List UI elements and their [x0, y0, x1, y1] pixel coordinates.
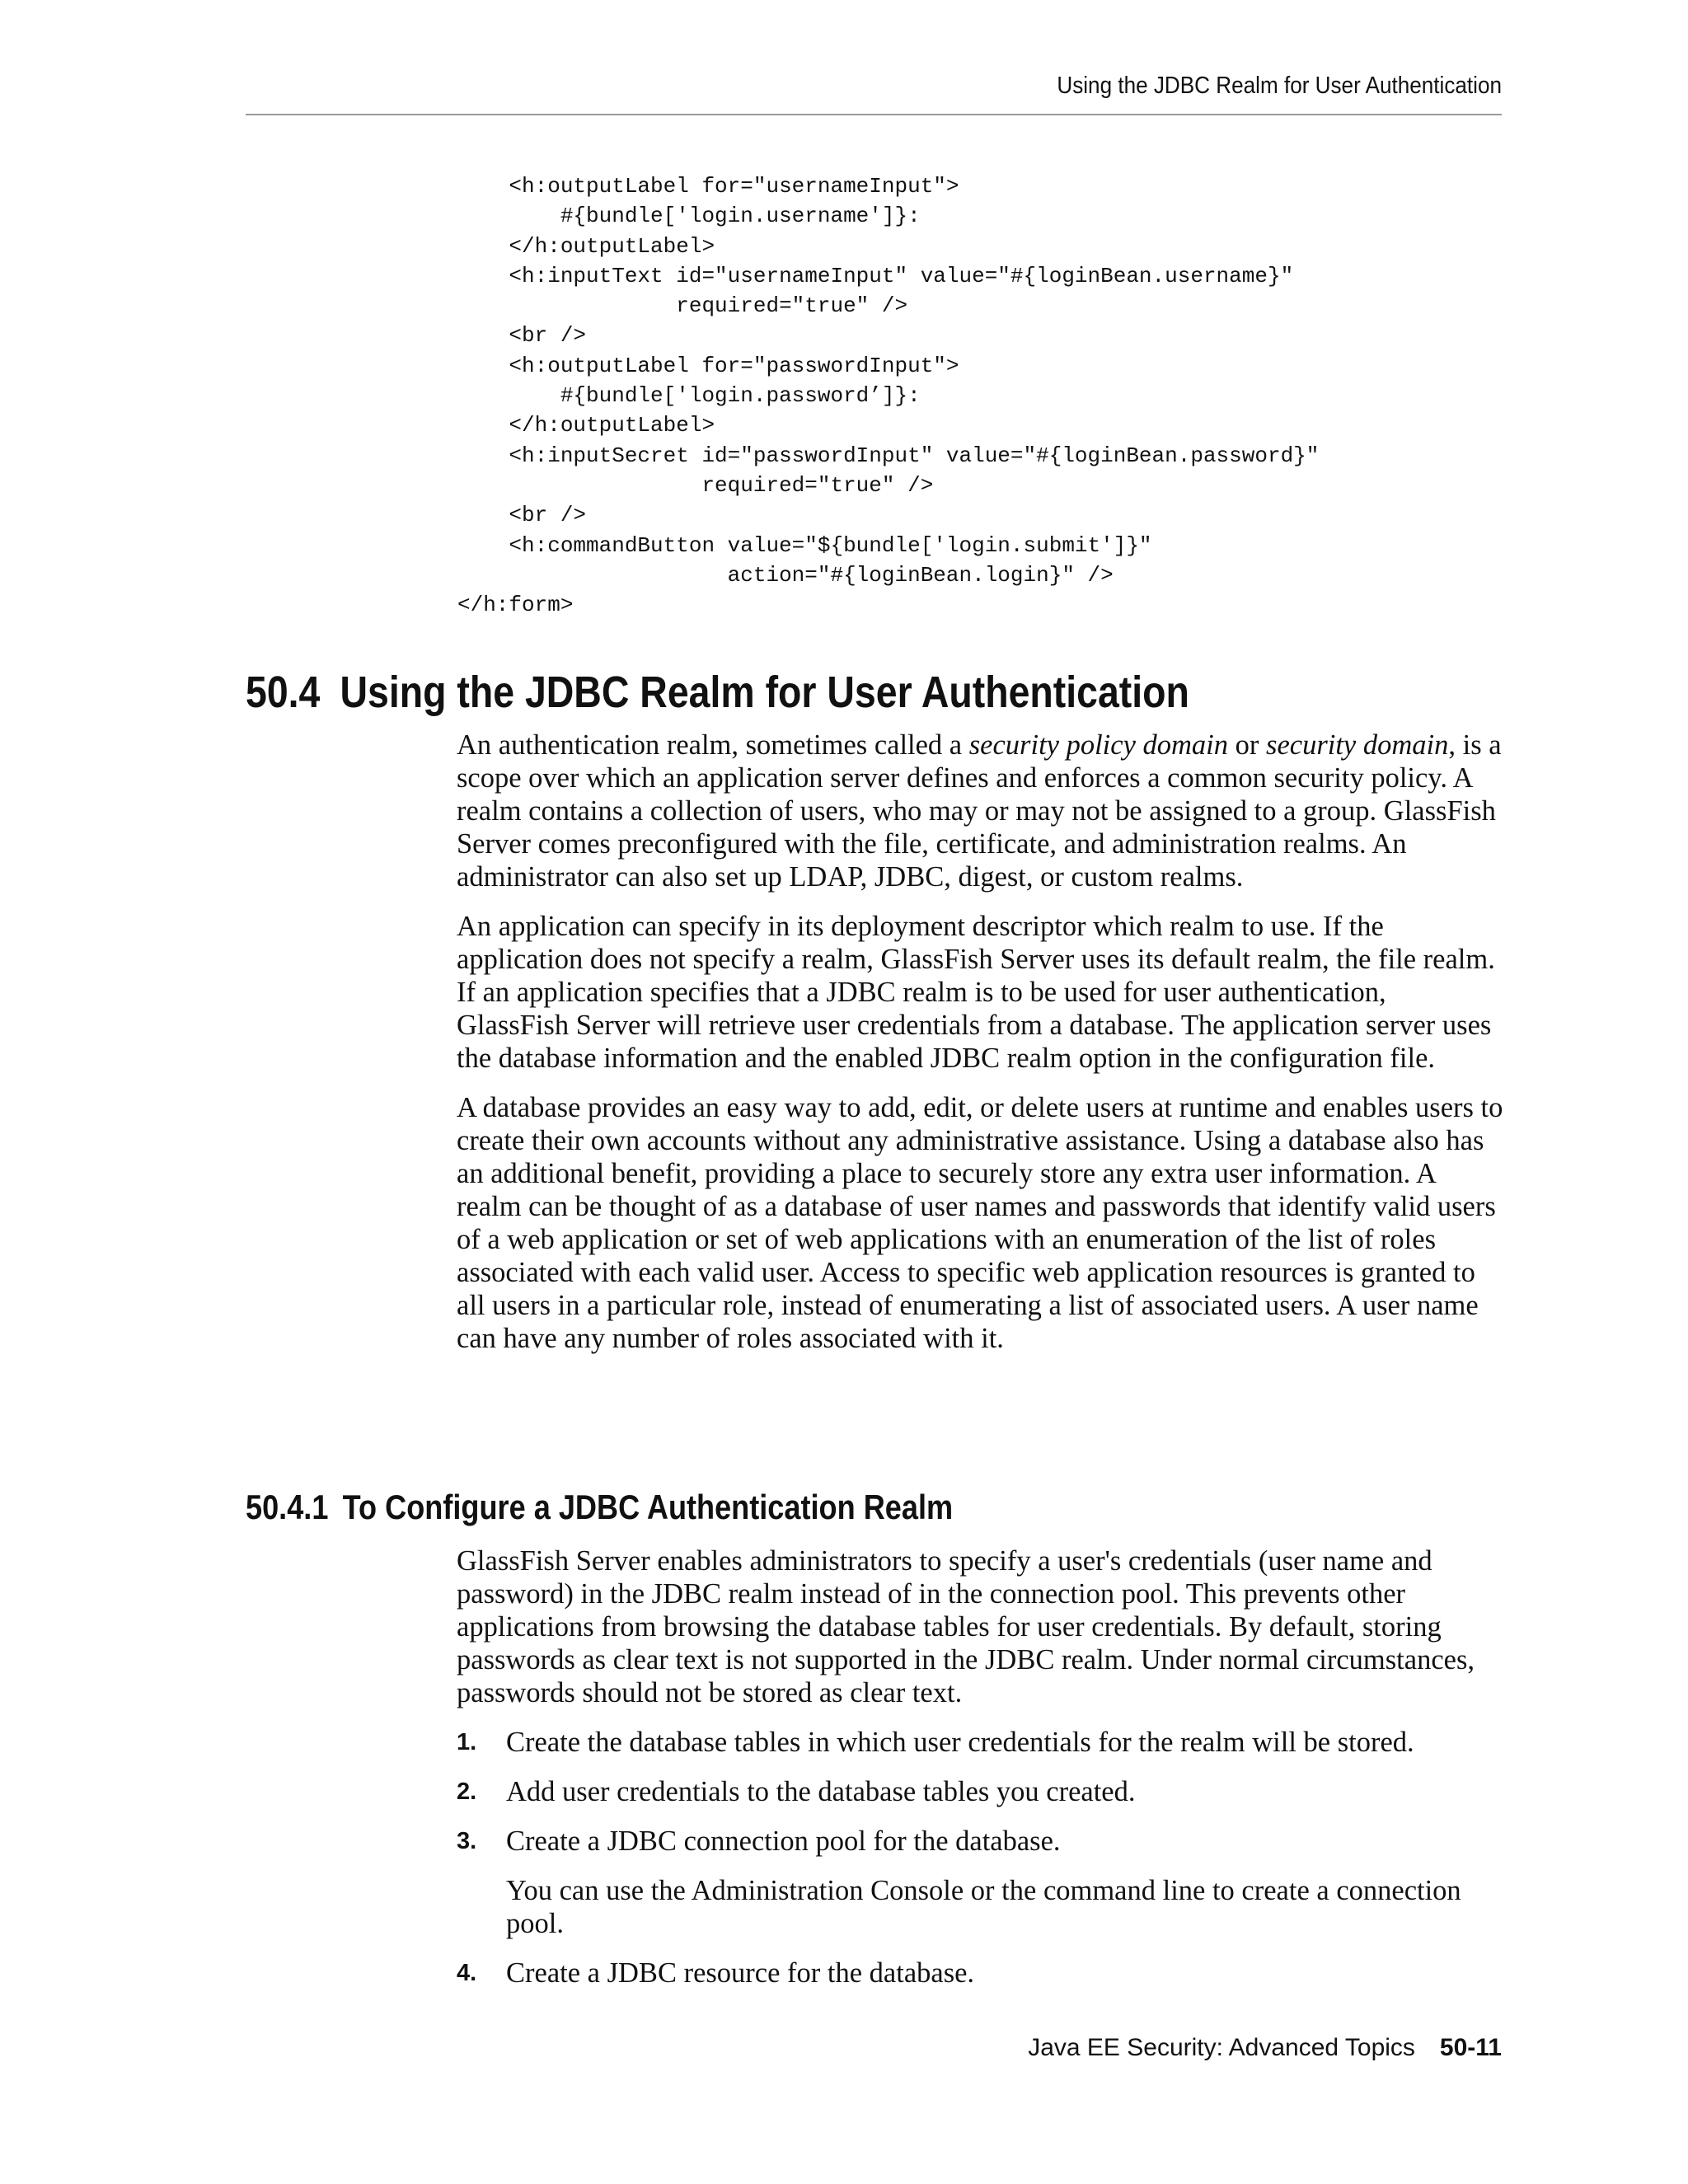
code-line: </h:outputLabel> — [457, 233, 715, 259]
step-number: 4. — [457, 1960, 477, 1986]
page-number: 50-11 — [1439, 2034, 1502, 2061]
paragraph: A database provides an easy way to add, edit, or delete users at runtime and enables users to create their own accounts without any administrative assistance. Using a database also has an additional benefit, providing a place to securely store any extra user information. A realm can be thought of as a database of user names and passwords that identify valid users of a web application or set of web applications with an enumeration of the list of roles associated with each valid user. Access to specific web application resources is granted to all users in a particular role, instead of enumerating a list of associated users. A user name can have any number of roles associated with it. — [457, 1092, 1503, 1354]
list-item — [457, 1957, 1503, 1990]
list-item — [457, 1726, 1503, 1759]
step-text: Create the database tables in which user credentials for the realm will be stored. — [506, 1727, 1414, 1758]
code-line: required="true" /> — [457, 293, 908, 319]
code-listing — [457, 171, 1529, 620]
code-line: <h:outputLabel for="passwordInput"> — [457, 353, 959, 378]
subsection-heading — [246, 1486, 1337, 1529]
code-line: required="true" /> — [457, 472, 934, 498]
code-line: <h:inputText id="usernameInput" value="#{loginBean.username}" — [457, 263, 1294, 288]
text-run: An authentication realm, sometimes called a — [457, 729, 969, 761]
step-number: 2. — [457, 1779, 477, 1805]
code-line: #{bundle['login.password’]}: — [457, 383, 921, 409]
code-line: <h:inputSecret id="passwordInput" value="#{loginBean.password}" — [457, 443, 1320, 468]
code-line: </h:form> — [457, 593, 574, 618]
footer-book-title: Java EE Security: Advanced Topics — [1028, 2034, 1415, 2061]
emphasis-term: security domain — [1266, 729, 1449, 761]
step-text: Create a JDBC connection pool for the database. — [506, 1825, 1061, 1857]
section-body — [457, 729, 1503, 1371]
text-run: , is a scope over which an application server defines and enforces a common security policy. A realm contains a collection of users, who may or may not be assigned to a group. GlassFish Server comes preconfigured with the file, certificate, and administration realms. An administrator can also set up LDAP, JDBC, digest, or custom realms. — [457, 729, 1502, 893]
subsection-title: To Configure a JDBC Authentication Realm — [342, 1488, 954, 1526]
paragraph — [457, 729, 1503, 893]
step-note: You can use the Administration Console or the command line to create a connection pool. — [506, 1875, 1461, 1939]
step-number: 1. — [457, 1729, 477, 1755]
code-line: </h:outputLabel> — [457, 413, 715, 438]
step-text: Create a JDBC resource for the database. — [506, 1957, 975, 1989]
subsection-number: 50.4.1 — [246, 1488, 329, 1526]
paragraph: GlassFish Server enables administrators to specify a user's credentials (user name and password) in the JDBC realm instead of in the connection pool. This prevents other applications from browsing the database tables for user credentials. By default, storing passwords as clear text is not supported in the JDBC realm. Under normal circumstances, passwords should not be stored as clear text. — [457, 1545, 1475, 1708]
code-line: <h:commandButton value="${bundle['login.submit']}" — [457, 532, 1152, 558]
page-footer — [246, 2034, 1502, 2062]
code-line: action="#{loginBean.login}" /> — [457, 562, 1114, 588]
header-rule — [246, 114, 1502, 115]
section-title: Using the JDBC Realm for User Authentication — [340, 668, 1189, 717]
section-heading — [246, 666, 1337, 719]
running-header: Using the JDBC Realm for User Authentication — [1057, 73, 1502, 99]
steps-list — [457, 1726, 1503, 2006]
code-line: <h:outputLabel for="usernameInput"> — [457, 174, 959, 199]
code-line: <br /> — [457, 503, 587, 528]
section-number: 50.4 — [246, 668, 321, 717]
list-item — [457, 1775, 1503, 1808]
step-text: Add user credentials to the database tables you created. — [506, 1776, 1136, 1807]
paragraph: An application can specify in its deployment descriptor which realm to use. If the application does not specify a realm, GlassFish Server uses its default realm, the file realm. If an application specifies that a JDBC realm is to be used for user authentication, GlassFish Server will retrieve user credentials from a database. The application server uses the database information and the enabled JDBC realm option in the configuration file. — [457, 911, 1495, 1074]
emphasis-term: security policy domain — [968, 729, 1229, 761]
subsection-body — [457, 1544, 1503, 1726]
text-run: or — [1228, 729, 1267, 761]
step-number: 3. — [457, 1828, 477, 1854]
code-line: #{bundle['login.username']}: — [457, 204, 921, 229]
code-line: <br /> — [457, 323, 587, 349]
list-item — [457, 1825, 1503, 1940]
